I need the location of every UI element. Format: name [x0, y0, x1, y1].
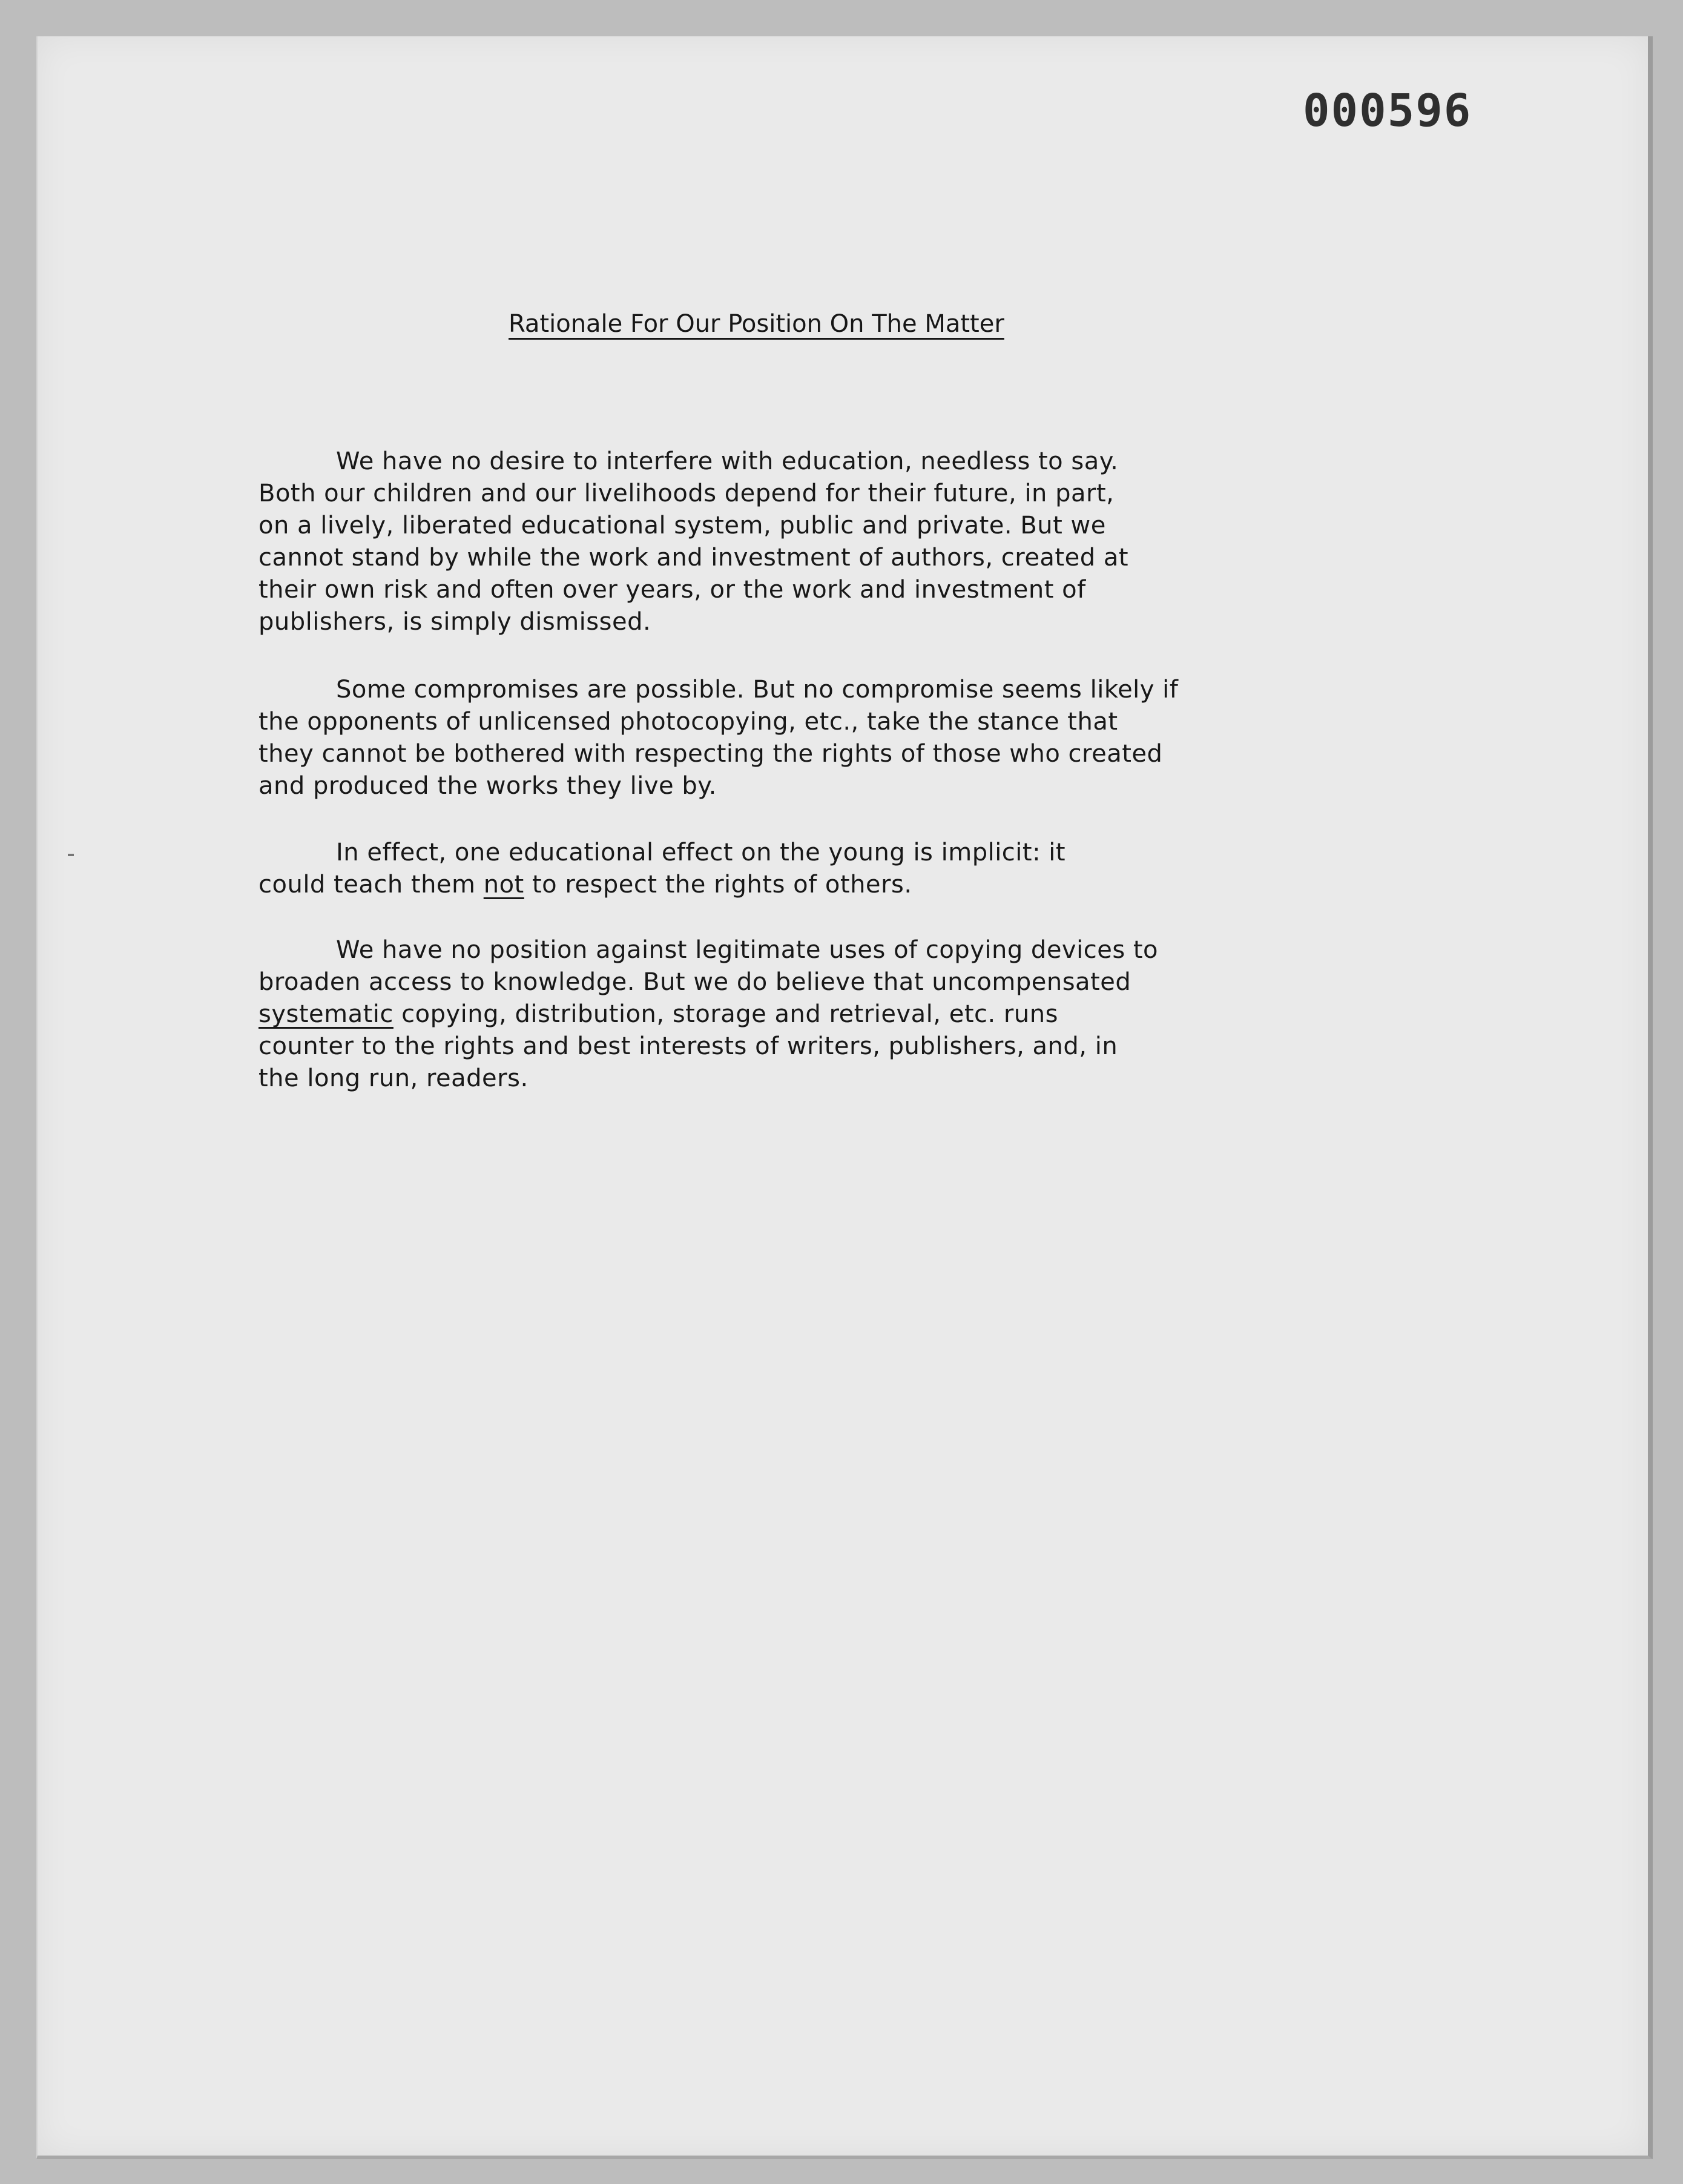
stray-margin-mark [68, 854, 74, 856]
text-line: on a lively, liberated educational system, public and private. But we [259, 512, 1106, 539]
paragraph-3 [259, 837, 1065, 901]
text-segment: copying, distribution, storage and retrieval, etc. runs [393, 1000, 1058, 1028]
paragraph-2 [259, 674, 1178, 802]
text-line: Both our children and our livelihoods depend for their future, in part, [259, 480, 1115, 507]
emphasis-not: not [483, 871, 524, 899]
text-segment: to respect the rights of others. [524, 871, 912, 899]
text-line: We have no position against legitimate uses of copying devices to [336, 936, 1159, 964]
text-line: Some compromises are possible. But no compromise seems likely if [336, 676, 1179, 704]
text-line: In effect, one educational effect on the young is implicit: it [336, 839, 1066, 866]
text-line [259, 998, 1158, 1031]
emphasis-systematic: systematic [259, 1000, 394, 1028]
paragraph-1 [259, 446, 1128, 638]
text-line: they cannot be bothered with respecting the rights of those who created [259, 740, 1163, 768]
text-line: the opponents of unlicensed photocopying, etc., take the stance that [259, 708, 1118, 736]
text-line: counter to the rights and best interests of writers, publishers, and, in [259, 1032, 1118, 1060]
text-segment: could teach them [259, 871, 484, 899]
text-line: and produced the works they live by. [259, 772, 717, 800]
text-line: We have no desire to interfere with education, needless to say. [336, 447, 1119, 475]
text-line [259, 869, 1065, 901]
text-line: broaden access to knowledge. But we do believe that uncompensated [259, 968, 1131, 996]
text-line: the long run, readers. [259, 1064, 529, 1092]
document-page [36, 36, 1653, 2159]
paragraph-4 [259, 934, 1158, 1095]
text-line: publishers, is simply dismissed. [259, 608, 651, 636]
text-line: their own risk and often over years, or the work and investment of [259, 576, 1086, 604]
text-line: cannot stand by while the work and investment of authors, created at [259, 544, 1129, 572]
document-number-stamp: 000596 [1303, 85, 1472, 137]
document-title: Rationale For Our Position On The Matter [509, 310, 1004, 338]
